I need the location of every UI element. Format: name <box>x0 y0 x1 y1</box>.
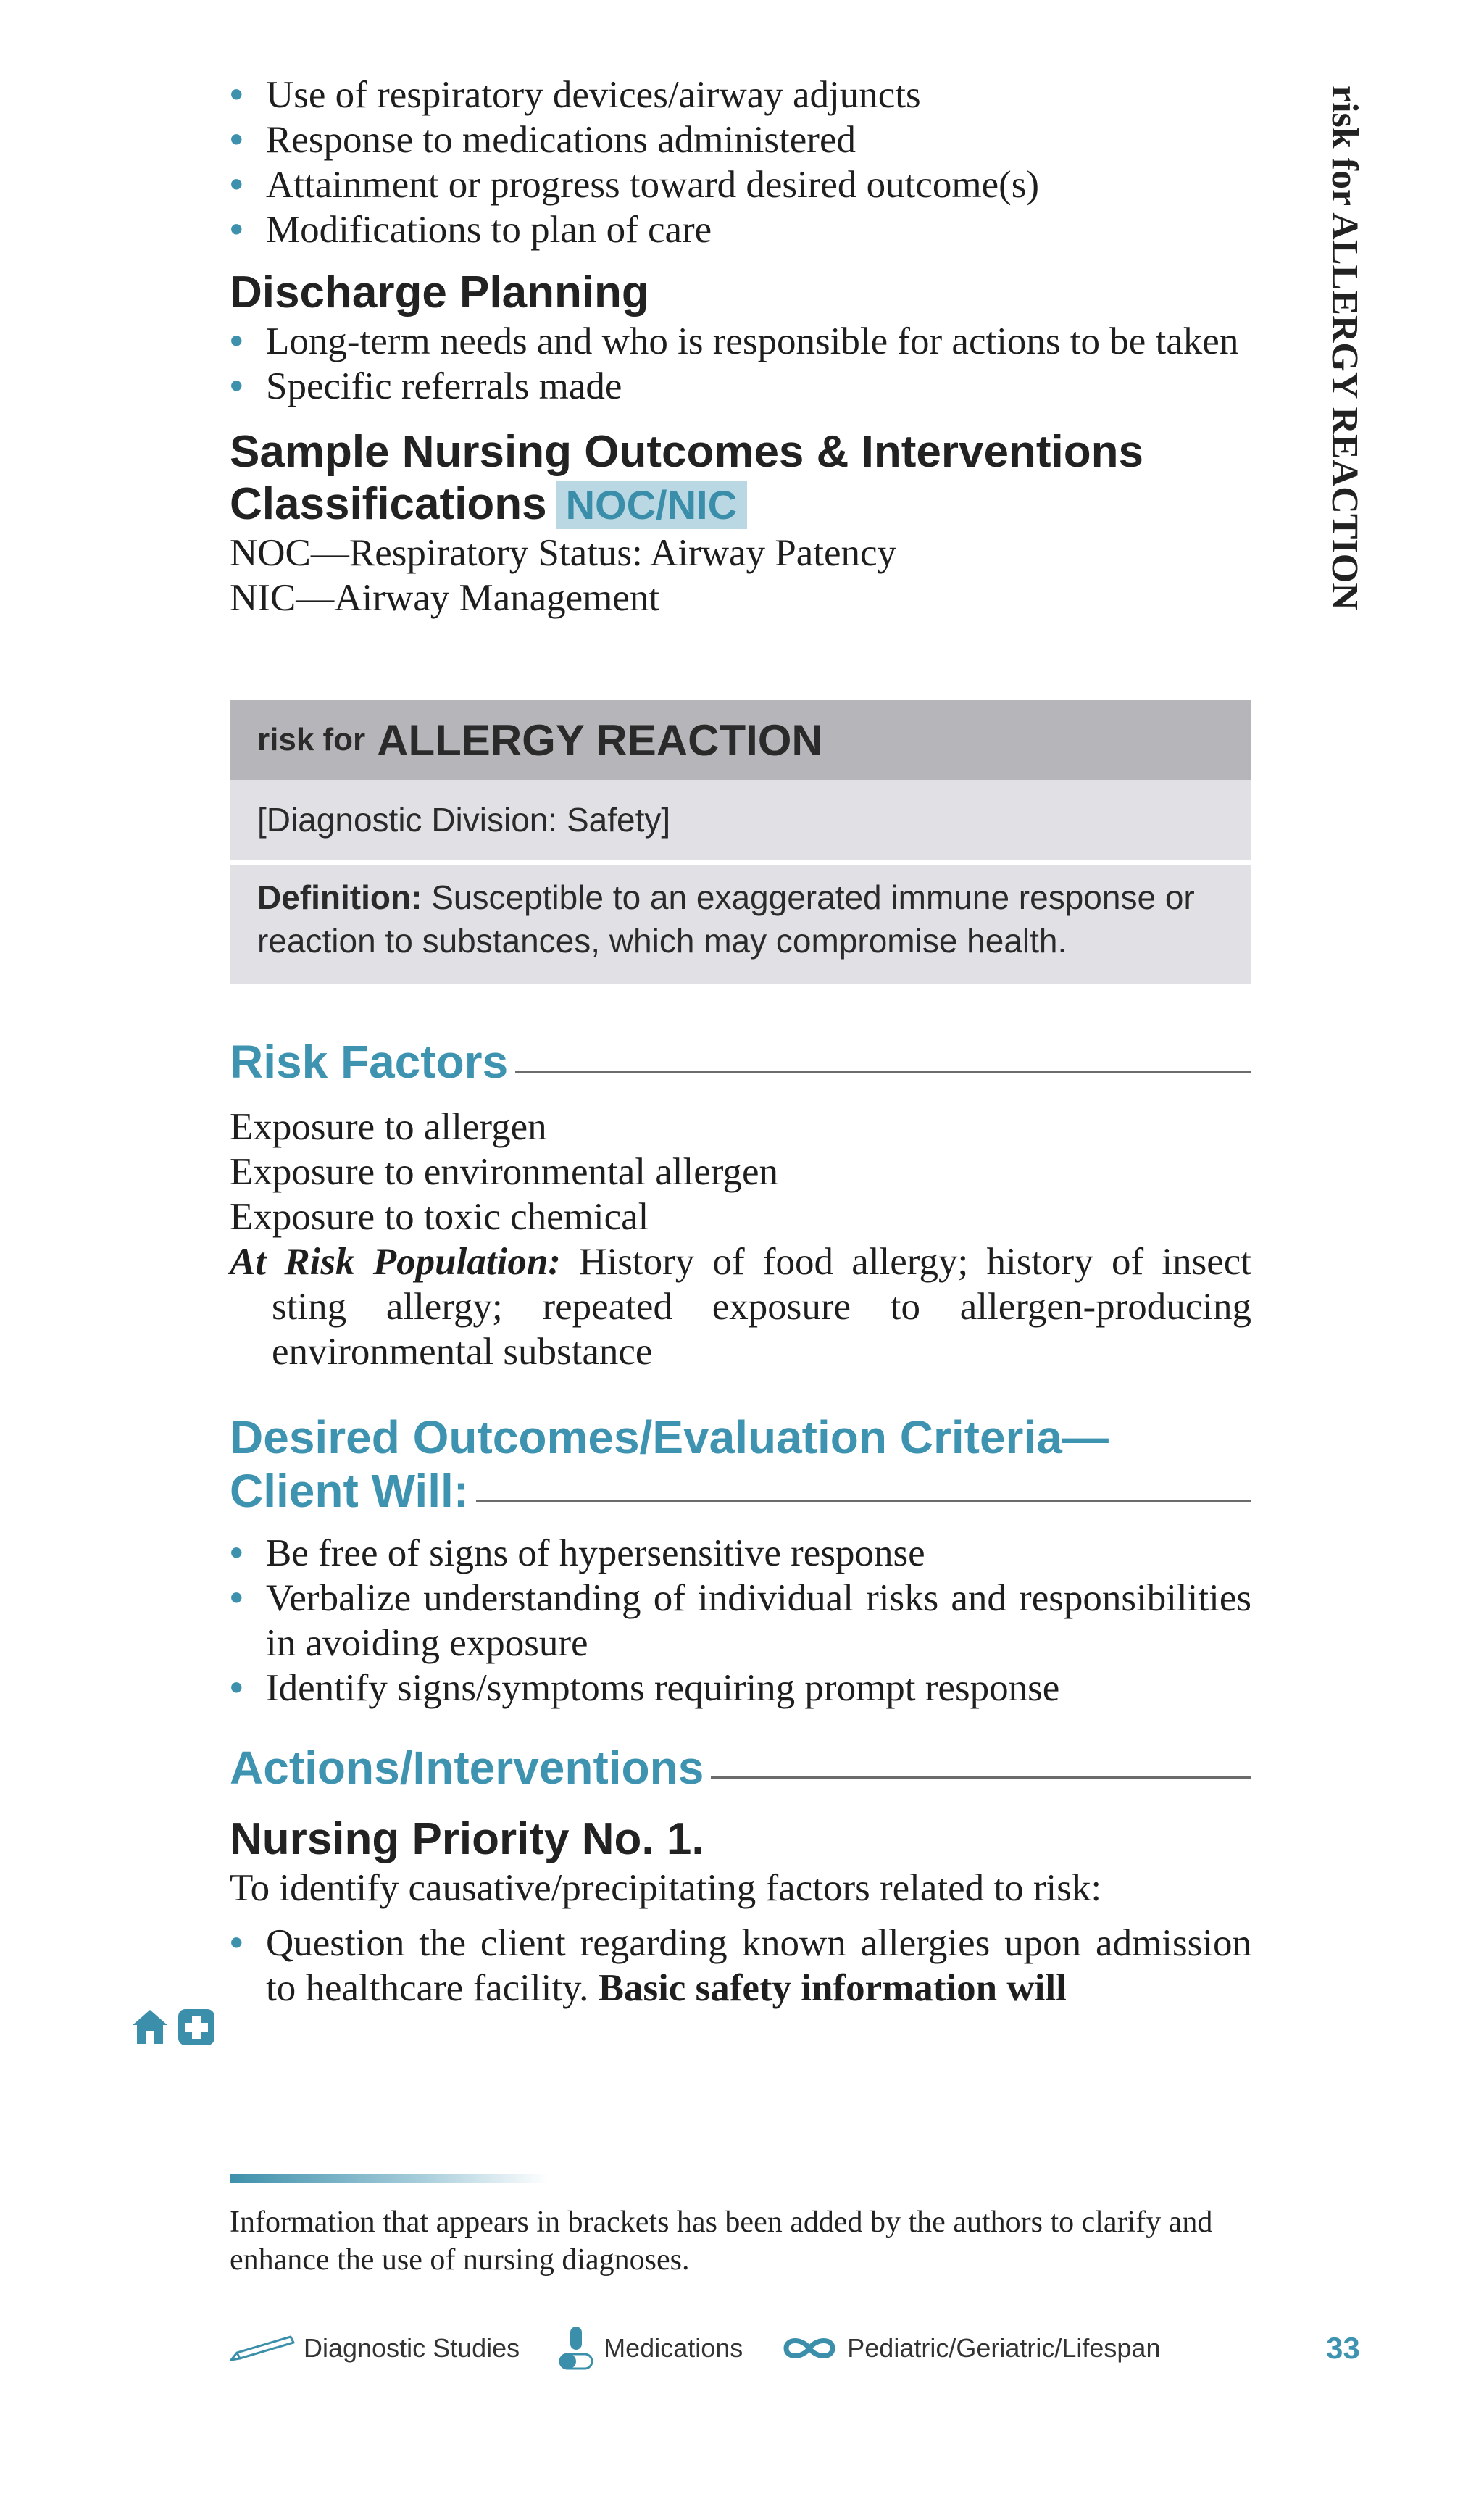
bullet-icon: • <box>230 208 243 251</box>
noc-line: NOC—Respiratory Status: Airway Patency <box>230 532 897 574</box>
side-tab-label: risk for ALLERGY REACTION <box>1324 86 1365 610</box>
footnote: Information that appears in brackets has been added by the authors to clarify and enhance the use of nursing diagnoses. <box>230 2206 1213 2277</box>
definition-text: Susceptible to an exaggerated immune response or reaction to substances, which may compromise health. <box>257 878 1195 960</box>
nursing-priority-heading: Nursing Priority No. 1. <box>230 1814 704 1864</box>
bullet-icon: • <box>230 1531 243 1574</box>
noc-nic-heading-text: Classifications <box>230 479 547 529</box>
at-risk-population <box>230 1239 1251 1374</box>
outcomes-bullet-list <box>230 1531 1251 1710</box>
bullet-icon: • <box>230 1666 243 1709</box>
left-margin-icons <box>130 2008 216 2047</box>
heading-rule <box>476 1500 1251 1502</box>
list-item: • Response to medications administered <box>230 118 856 161</box>
bullet-icon: • <box>230 1576 243 1619</box>
diagnosis-box <box>230 700 1251 984</box>
page-footer <box>230 2323 1360 2374</box>
list-item: • Identify signs/symptoms requiring prompt response <box>230 1666 1060 1709</box>
actions-bullet-list <box>230 1921 1251 2011</box>
risk-factors-title: Risk Factors <box>230 1036 509 1088</box>
list-item: • Attainment or progress toward desired outcome(s) <box>230 163 1040 206</box>
actions-heading <box>230 1741 1251 1795</box>
nursing-priority-text: To identify causative/precipitating factors related to risk: <box>230 1867 1102 1909</box>
bullet-icon: • <box>230 320 243 362</box>
nic-line: NIC—Airway Management <box>230 577 660 619</box>
noc-nic-heading-line2 <box>230 478 1251 531</box>
list-item: • Long-term needs and who is responsible for actions to be taken <box>230 320 1239 362</box>
diagnosis-box-header <box>230 700 1251 780</box>
list-item: • Use of respiratory devices/airway adjuncts <box>230 73 921 116</box>
bullet-icon: • <box>230 163 243 206</box>
list-item: • Verbalize understanding of individual risks and responsibilities in avoiding exposure <box>230 1576 1251 1664</box>
heading-rule <box>515 1071 1251 1073</box>
risk-factor-list <box>230 1105 1251 1239</box>
home-care-icon <box>130 2008 170 2047</box>
outcomes-title-line2: Client Will: <box>230 1465 470 1517</box>
outcomes-title-line1: Desired Outcomes/Evaluation Criteria— <box>230 1411 1109 1463</box>
at-risk-label: At Risk Population: <box>230 1241 561 1283</box>
list-item: • Question the client regarding known allergies upon admission to healthcare facility. Basic safety information will <box>230 1921 1251 2009</box>
medical-cross-icon <box>177 2008 216 2047</box>
footer-item-diagnostic-studies: Diagnostic Studies <box>230 2333 520 2364</box>
page-number: 33 <box>1326 2331 1360 2365</box>
discharge-bullet-list <box>230 319 1251 409</box>
noc-nic-section <box>230 426 1251 620</box>
actions-title: Actions/Interventions <box>230 1742 704 1794</box>
bullet-icon: • <box>230 1921 243 1964</box>
pencil-icon <box>230 2334 295 2363</box>
page-content <box>230 72 1251 2011</box>
bullet-icon: • <box>230 73 243 116</box>
bullet-icon: • <box>230 365 243 407</box>
noc-nic-badge: NOC/NIC <box>556 481 747 529</box>
footer-item-medications: Medications <box>557 2325 743 2371</box>
infinity-icon <box>780 2334 838 2363</box>
discharge-planning-heading: Discharge Planning <box>230 267 649 317</box>
definition <box>230 865 1251 984</box>
heading-rule <box>711 1776 1251 1779</box>
list-item: Exposure to environmental allergen <box>230 1151 778 1193</box>
diagnosis-title: ALLERGY REACTION <box>377 715 823 765</box>
footnote-divider <box>230 2174 549 2183</box>
list-item: • Specific referrals made <box>230 365 622 407</box>
list-item: • Be free of signs of hypersensitive response <box>230 1531 925 1574</box>
desired-outcomes-heading <box>230 1410 1251 1518</box>
diagnosis-prefix: risk for <box>257 722 366 757</box>
diagnostic-division: [Diagnostic Division: Safety] <box>230 780 1251 865</box>
list-item: Exposure to toxic chemical <box>230 1196 649 1238</box>
list-item: Exposure to allergen <box>230 1106 547 1148</box>
noc-nic-heading-line1: Sample Nursing Outcomes & Interventions <box>230 427 1143 477</box>
list-item: • Modifications to plan of care <box>230 208 712 251</box>
definition-label: Definition: <box>257 878 422 916</box>
top-bullet-list <box>230 72 1251 252</box>
risk-factors-heading <box>230 1035 1251 1089</box>
at-risk-text: History of food allergy; history of insect sting allergy; repeated exposure to allergen-producing environmental substance <box>272 1241 1251 1373</box>
footer-item-lifespan: Pediatric/Geriatric/Lifespan <box>780 2333 1160 2364</box>
medication-icon <box>557 2325 595 2371</box>
bullet-icon: • <box>230 118 243 161</box>
